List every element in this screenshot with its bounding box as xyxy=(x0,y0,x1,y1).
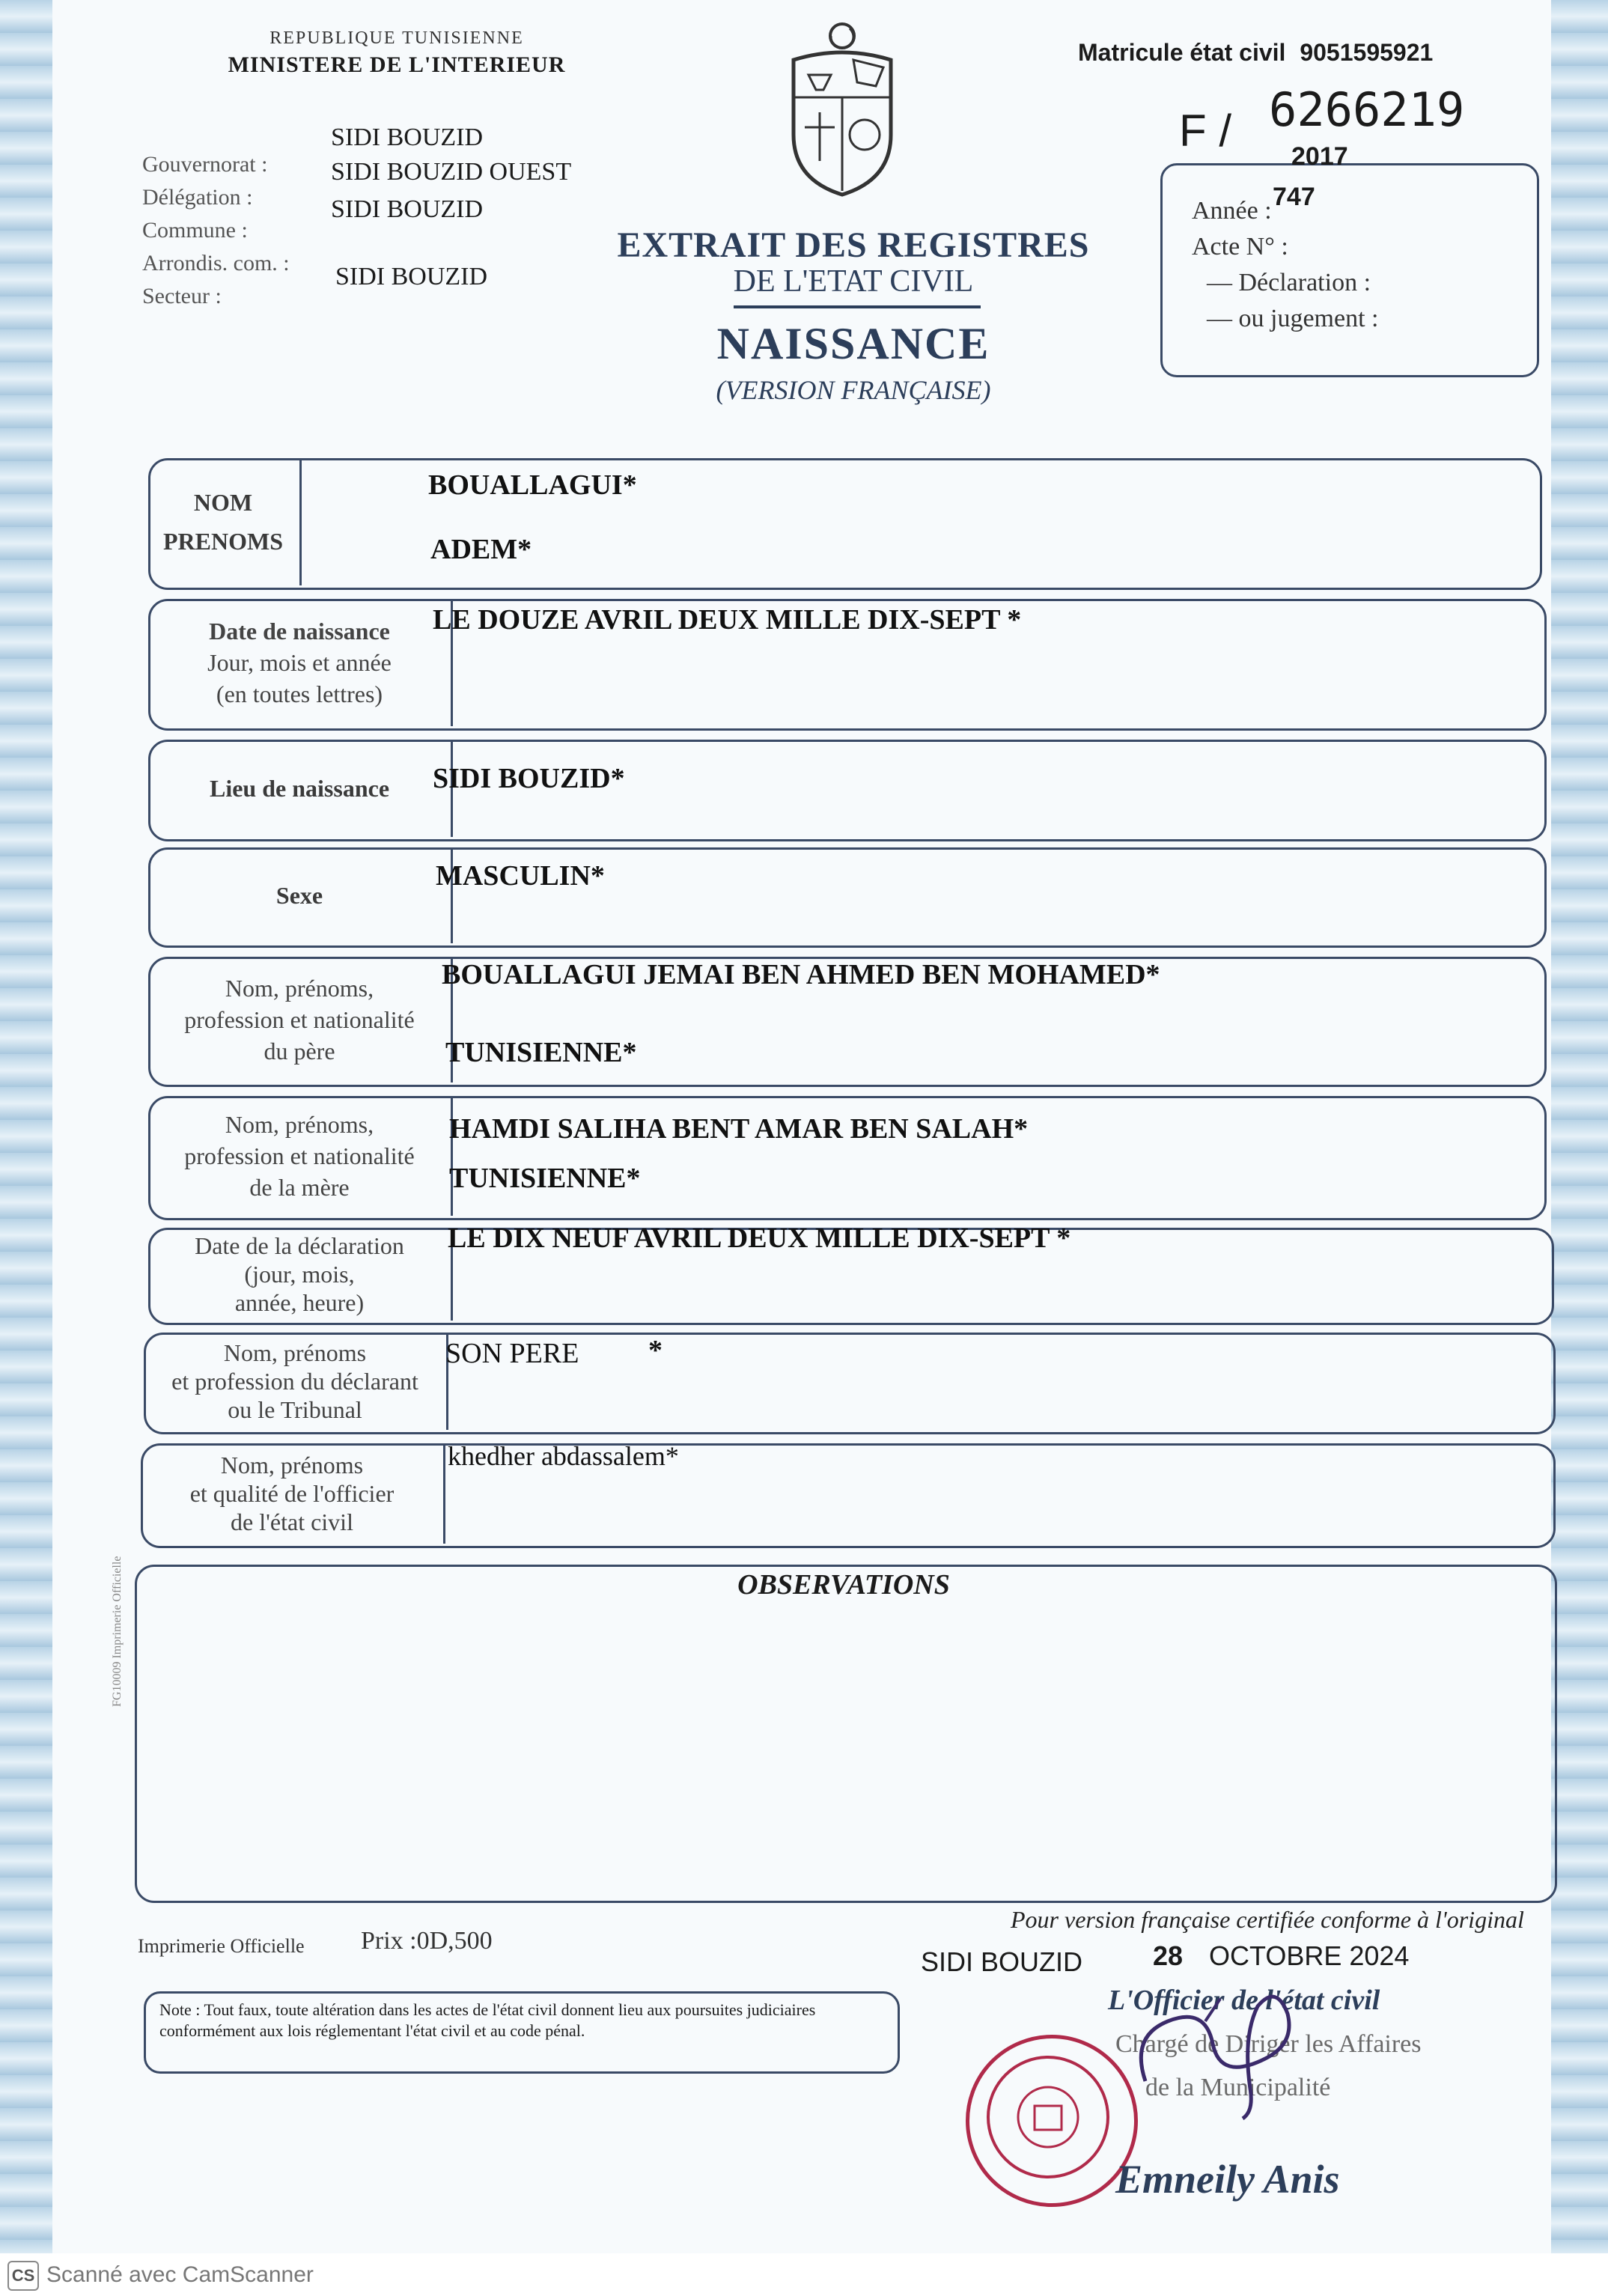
mere-label xyxy=(148,1096,451,1216)
annee-label: Année : xyxy=(1192,197,1272,225)
mere-name-value: HAMDI SALIHA BENT AMAR BEN SALAH* xyxy=(449,1113,1029,1145)
declaration-label-3: année, heure) xyxy=(234,1289,365,1316)
delegation-label: Délégation : xyxy=(142,185,253,210)
date-naissance-label-3: (en toutes lettres) xyxy=(216,680,383,707)
declarant-label-3: ou le Tribunal xyxy=(228,1396,362,1423)
scanner-text: Scanné avec CamScanner xyxy=(46,2262,314,2287)
observations-label: OBSERVATIONS xyxy=(737,1569,950,1601)
commune-label: Commune : xyxy=(142,218,248,243)
gouvernorat-value: SIDI BOUZID xyxy=(331,124,484,151)
scanner-watermark-bar xyxy=(0,2253,1608,2296)
pere-label-2: profession et nationalité xyxy=(184,1006,415,1033)
matricule-value: 9051595921 xyxy=(1300,39,1434,66)
prenoms-label: PRENOMS xyxy=(163,528,283,555)
camscanner-logo-icon: CS xyxy=(7,2261,39,2291)
observations-box xyxy=(135,1565,1557,1903)
officier-label-2: et qualité de l'officier xyxy=(189,1480,395,1507)
republic-label: REPUBLIQUE TUNISIENNE xyxy=(269,28,524,48)
officier-label-1: Nom, prénoms xyxy=(220,1452,364,1479)
lieu-label: Lieu de naissance xyxy=(209,775,390,802)
declarant-star: * xyxy=(648,1335,663,1366)
official-stamp-icon xyxy=(966,2035,1138,2207)
date-naissance-label-1: Date de naissance xyxy=(209,618,390,645)
charge-line-2: de la Municipalité xyxy=(1145,2074,1331,2101)
title-naissance: NAISSANCE xyxy=(716,319,990,368)
sexe-value: MASCULIN* xyxy=(436,860,605,892)
date-naissance-label xyxy=(148,599,451,726)
place-value: SIDI BOUZID xyxy=(921,1946,1083,1977)
declarant-value: SON PERE xyxy=(445,1338,579,1369)
gouvernorat-label: Gouvernorat : xyxy=(142,152,268,177)
declaration-label-1: Date de la déclaration xyxy=(195,1232,404,1259)
decorative-border-right xyxy=(1551,0,1608,2253)
commune-value: SIDI BOUZID xyxy=(331,195,484,223)
acte-value: 747 xyxy=(1273,183,1315,211)
row-divider xyxy=(299,458,302,585)
declarant-label-2: et profession du déclarant xyxy=(171,1368,418,1395)
prix-label: Prix :0D,500 xyxy=(361,1927,493,1955)
title-divider xyxy=(734,305,981,308)
officier-label xyxy=(141,1443,443,1544)
pere-label xyxy=(148,957,451,1082)
lieu-value: SIDI BOUZID* xyxy=(433,763,625,794)
printer-code: FG10009 Imprimerie Officielle xyxy=(111,1556,124,1707)
title-extrait: EXTRAIT DES REGISTRES xyxy=(617,225,1090,265)
secteur-label: Secteur : xyxy=(142,284,222,308)
delegation-value: SIDI BOUZID OUEST xyxy=(331,158,572,186)
date-day-value: 28 xyxy=(1153,1940,1184,1971)
mere-label-3: de la mère xyxy=(249,1174,350,1201)
acte-label: Acte N° : xyxy=(1192,233,1288,261)
acte-labels xyxy=(1192,193,1378,337)
secteur-value: SIDI BOUZID xyxy=(335,263,488,290)
nom-label: NOM xyxy=(193,489,253,516)
annee-value: 2017 xyxy=(1291,142,1348,171)
officier-value: khedher abdassalem* xyxy=(448,1441,679,1471)
location-labels xyxy=(142,148,290,313)
ministry-label: MINISTERE DE L'INTERIEUR xyxy=(228,52,566,77)
declaration-label-2: (jour, mois, xyxy=(244,1261,355,1288)
declarant-label-1: Nom, prénoms xyxy=(223,1339,367,1366)
signature-icon xyxy=(1115,1976,1340,2126)
date-month-year-value: OCTOBRE 2024 xyxy=(1209,1940,1410,1971)
certified-label: Pour version française certifiée conforme à l'original xyxy=(1011,1906,1524,1933)
serial-prefix: F / xyxy=(1179,106,1231,156)
pere-name-value: BOUALLAGUI JEMAI BEN AHMED BEN MOHAMED* xyxy=(442,959,1160,990)
pere-label-3: du père xyxy=(264,1038,335,1065)
officer-title: L'Officier de l'état civil xyxy=(1108,1985,1380,2016)
arrondissement-label: Arrondis. com. : xyxy=(142,251,290,275)
officier-label-3: de l'état civil xyxy=(231,1508,353,1535)
title-etat-civil: DE L'ETAT CIVIL xyxy=(733,264,974,299)
pere-label-1: Nom, prénoms, xyxy=(225,975,374,1002)
date-naissance-label-2: Jour, mois et année xyxy=(207,649,392,676)
prenoms-value: ADEM* xyxy=(430,534,532,565)
nom-prenoms-label xyxy=(148,458,298,585)
coat-of-arms-icon xyxy=(779,15,906,202)
document-page xyxy=(52,0,1551,2253)
title-version: (VERSION FRANÇAISE) xyxy=(716,375,991,405)
declaration-value: LE DIX NEUF AVRIL DEUX MILLE DIX-SEPT * xyxy=(448,1222,1071,1254)
officer-name: Emneily Anis xyxy=(1115,2157,1340,2202)
serial-number: 6266219 xyxy=(1269,82,1465,137)
decorative-border-left xyxy=(0,0,52,2253)
matricule-label: Matricule état civil xyxy=(1078,39,1286,66)
mere-label-1: Nom, prénoms, xyxy=(225,1111,374,1138)
pere-nationality-value: TUNISIENNE* xyxy=(445,1037,637,1068)
mere-nationality-value: TUNISIENNE* xyxy=(449,1163,641,1194)
declaration-type-label: — Déclaration : xyxy=(1207,269,1371,296)
legal-note: Note : Tout faux, toute altération dans les actes de l'état civil donnent lieu aux poursuites judiciaires conformément aux lois réglementant l'état civil et au code pénal. xyxy=(144,1991,900,2074)
declaration-label xyxy=(148,1228,451,1321)
row-nom xyxy=(148,458,1542,590)
mere-label-2: profession et nationalité xyxy=(184,1142,415,1169)
declarant-label xyxy=(144,1333,446,1430)
date-naissance-value: LE DOUZE AVRIL DEUX MILLE DIX-SEPT * xyxy=(433,604,1022,636)
row-divider xyxy=(443,1443,445,1544)
imprimerie-label: Imprimerie Officielle xyxy=(138,1935,305,1957)
jugement-label: — ou jugement : xyxy=(1207,305,1379,332)
nom-value: BOUALLAGUI* xyxy=(428,469,637,501)
sexe-label: Sexe xyxy=(275,882,323,909)
matricule xyxy=(1078,39,1433,67)
charge-line-1: Chargé de Diriger les Affaires xyxy=(1115,2030,1422,2058)
